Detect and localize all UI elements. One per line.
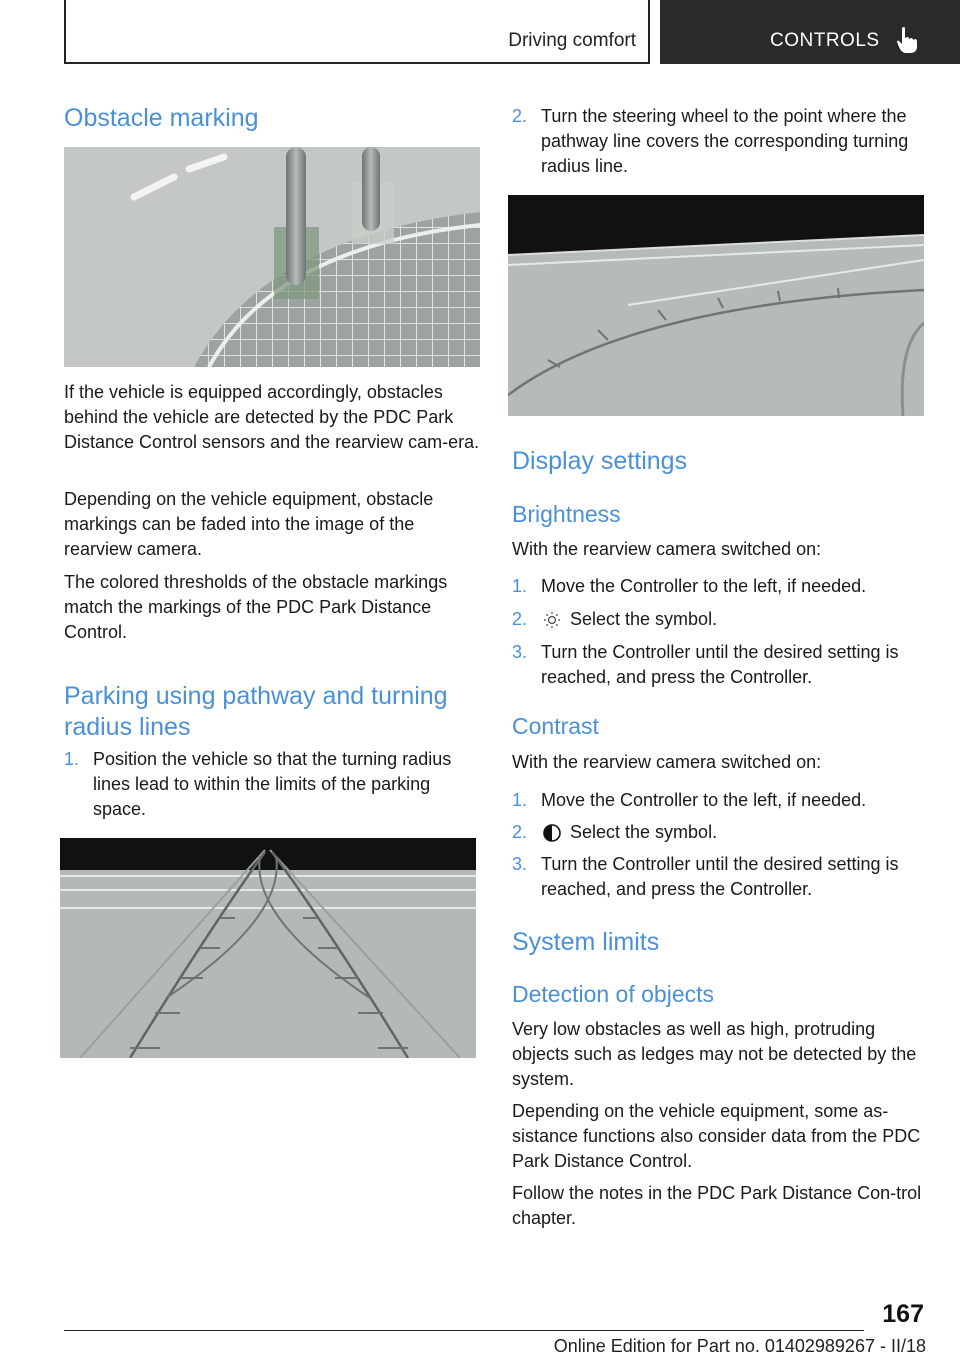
page-number: 167 xyxy=(882,1300,924,1328)
header-section-title: Driving comfort xyxy=(508,30,636,51)
list-item-text: Move the Controller to the left, if needed. xyxy=(541,576,867,596)
list-item-number: 1. xyxy=(512,576,528,596)
list-item-number: 1. xyxy=(512,790,528,810)
list-item xyxy=(512,640,932,692)
obstacle-marking-image xyxy=(64,147,480,367)
obstacle-paragraph-2: Depending on the vehicle equipment, obstacle markings can be faded into the image of the rearview camera. xyxy=(64,489,434,559)
pathway-line-image xyxy=(508,195,924,416)
obstacle-paragraph-3: The colored thresholds of the obstacle markings match the markings of the PDC Park Distance Control. xyxy=(64,572,448,642)
list-item-number: 1. xyxy=(64,749,80,769)
header-section-box xyxy=(64,0,650,64)
list-item-text: Turn the Controller until the desired setting is reached, and press the Controller. xyxy=(541,854,899,899)
list-item-number: 2. xyxy=(512,822,528,842)
header-chapter-tab xyxy=(660,0,960,64)
contrast-icon xyxy=(542,823,562,843)
system-limits-heading: System limits xyxy=(512,928,660,956)
footer-divider xyxy=(64,1330,864,1331)
list-item xyxy=(512,820,932,846)
list-item-number: 3. xyxy=(512,854,528,874)
contrast-heading: Contrast xyxy=(512,713,599,739)
list-item-number: 2. xyxy=(512,106,528,126)
list-item-number: 3. xyxy=(512,642,528,662)
list-item-text: Turn the Controller until the desired setting is reached, and press the Controller. xyxy=(541,642,899,687)
list-item xyxy=(512,788,932,814)
list-item-number: 2. xyxy=(512,609,528,629)
detection-paragraph-2: Depending on the vehicle equipment, some as‐sistance functions also consider data from the PDC Park Distance Control. xyxy=(512,1101,921,1171)
display-settings-heading: Display settings xyxy=(512,447,688,475)
obstacle-paragraph-1: If the vehicle is equipped accordingly, obstacles behind the vehicle are detected by the PDC Park Distance Control sensors and the rearview cam‐era. xyxy=(64,382,480,452)
list-item-text: Select the symbol. xyxy=(570,609,718,629)
header-chapter-title: CONTROLS xyxy=(770,30,880,51)
list-item xyxy=(512,852,932,904)
list-item xyxy=(512,104,932,184)
contrast-intro: With the rearview camera switched on: xyxy=(512,752,822,772)
list-item xyxy=(512,574,932,600)
detection-paragraph-3: Follow the notes in the PDC Park Distance Con‐trol chapter. xyxy=(512,1183,922,1228)
list-item xyxy=(512,607,932,633)
pointing-hand-icon xyxy=(896,26,918,54)
list-item-text: Select the symbol. xyxy=(570,822,718,842)
turning-radius-image xyxy=(60,838,476,1058)
brightness-intro: With the rearview camera switched on: xyxy=(512,539,822,559)
brightness-heading: Brightness xyxy=(512,501,621,527)
detection-paragraph-1: Very low obstacles as well as high, protruding objects such as ledges may not be detected by the system. xyxy=(512,1019,917,1089)
footer-edition: Online Edition for Part no. 01402989267 - II/18 xyxy=(553,1336,926,1356)
list-item-text: Position the vehicle so that the turning radius lines lead to within the limits of the parking space. xyxy=(93,749,452,819)
parking-lines-heading: Parking using pathway and turning radius lines xyxy=(64,682,448,741)
obstacle-marking-heading: Obstacle marking xyxy=(64,104,259,132)
list-item-text: Turn the steering wheel to the point where the pathway line covers the corresponding turning radius line. xyxy=(541,106,909,176)
brightness-icon xyxy=(543,611,561,629)
detection-objects-heading: Detection of objects xyxy=(512,981,715,1007)
list-item-text: Move the Controller to the left, if needed. xyxy=(541,790,867,810)
list-item xyxy=(64,747,484,827)
